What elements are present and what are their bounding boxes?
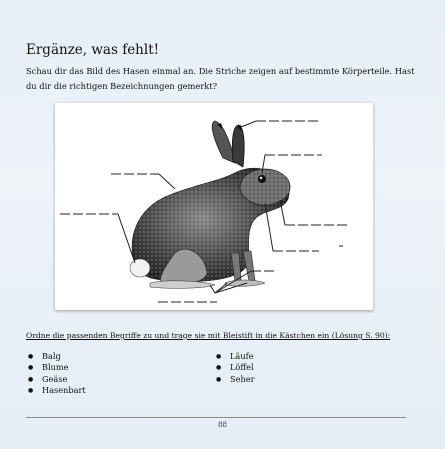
hare-illustration xyxy=(55,103,373,310)
page-number: 88 xyxy=(218,421,227,429)
task-instruction: Ordne die passenden Begriffe zu und trage sie mit Bleistift in die Kästchen ein (Lösung S. 90): xyxy=(26,331,391,340)
terms-list-right xyxy=(216,351,255,385)
list-item: ● Hasenbart xyxy=(28,385,86,396)
list-item: ● Löffel xyxy=(216,362,255,373)
list-item: ● Balg xyxy=(28,351,86,362)
terms-list-left xyxy=(28,351,86,396)
intro-text: Schau dir das Bild des Hasen einmal an. Die Striche zeigen auf bestimmte Körperteile. Hast du dir die richtigen Bezeichnungen gemerkt? xyxy=(26,66,415,91)
hare-tail xyxy=(130,259,150,277)
hare-drawing xyxy=(55,103,373,310)
ear-shapes xyxy=(212,121,244,167)
list-item: ● Blume xyxy=(28,362,86,373)
list-item: ● Geäse xyxy=(28,374,86,385)
hare-eye xyxy=(258,175,266,183)
list-item: ● Seher xyxy=(216,374,255,385)
footer-divider xyxy=(26,417,406,418)
list-item: ● Läufe xyxy=(216,351,255,362)
hare-hind-foot xyxy=(150,281,215,288)
page-title: Ergänze, was fehlt! xyxy=(26,42,160,58)
